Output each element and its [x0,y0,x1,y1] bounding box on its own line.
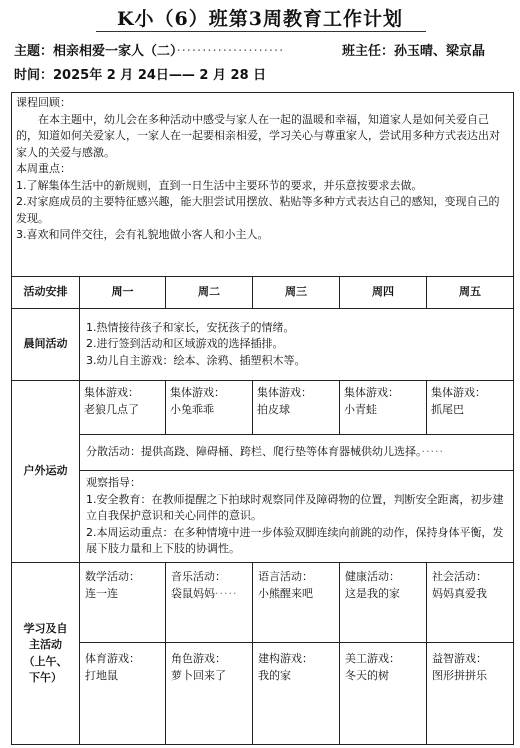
study-type: 数学活动： [85,570,140,583]
study-type: 建构游戏： [258,652,313,665]
game-name: 抓尾巴 [431,402,464,416]
title-underline [96,31,426,32]
study-name: 我的家 [258,668,291,682]
study-type: 语言活动： [258,570,313,583]
study-cell [427,643,514,745]
date-label: 时间： [14,68,54,83]
theme-dots: ····················· [176,44,285,59]
day-header: 周四 [340,277,427,309]
outdoor-label: 户外运动 [12,381,80,563]
morning-cell [80,309,514,381]
review-heading: 课程回顾： [16,96,71,109]
game-cell [253,381,340,435]
scattered-cell [80,435,514,471]
theme-value: 相亲相爱一家人（二） [53,44,177,59]
schedule-label: 活动安排 [12,277,80,309]
study-cell [80,643,166,745]
study-cell [340,563,427,643]
focus-heading: 本周重点： [16,162,71,175]
guide-heading: 观察指导： [86,476,141,490]
game-type: 集体游戏： [344,386,399,399]
guide-cell [80,471,514,563]
study-type: 益智游戏： [432,652,487,665]
review-cell [12,93,514,277]
day-header: 周一 [80,277,166,309]
morning-label: 晨间活动 [12,309,80,381]
study-name: 连一连 [85,586,118,600]
study-name: 冬天的树 [345,668,389,682]
teacher-line [342,40,485,59]
guide-item: 2.本周运动重点：在多种情境中进一步体验双脚连续向前跳的动作，保持身体平衡，发展下肢力量和上下肢的协调性。 [86,525,504,556]
game-cell [427,381,514,435]
game-cell [80,381,166,435]
study-name: 妈妈真爱我 [432,586,487,600]
morning-row [12,309,514,381]
game-name: 小青蛙 [344,402,377,416]
study-name: 图形拼拼乐 [432,668,487,682]
scattered-text: 分散活动：提供高跷、障碍桶、跨栏、爬行垫等体育器械供幼儿选择。 [86,445,422,459]
game-type: 集体游戏： [431,386,486,399]
guide-item: 1.安全教育：在教师提醒之下拍球时观察同伴及障碍物的位置，判断安全距离，初步建立自我保护意识和关心同伴的意识。 [86,492,504,523]
study-name: 打地鼠 [85,668,118,682]
study-cell [166,563,253,643]
outdoor-scattered-row [12,435,514,471]
focus-point: 1.了解集体生活中的新规则，直到一日生活中主要环节的要求，并乐意按要求去做。 [16,178,423,192]
game-name: 小兔乖乖 [170,402,214,416]
scattered-dots: ····· [421,445,444,459]
page-title: K小（6）班第3周教育工作计划 [117,8,403,30]
morning-item: 1.热情接待孩子和家长，安抚孩子的情绪。 [86,320,295,334]
game-cell [166,381,253,435]
study-cell [80,563,166,643]
study-name: 这是我的家 [345,586,400,600]
review-row [12,93,514,277]
review-text: 在本主题中，幼儿会在多种活动中感受与家人在一起的温暖和幸福，知道家人是如何关爱自己的，知道如何关爱家人，一家人在一起要相亲相爱，学习关心与尊重家人，尝试用多种方式表达出对家人的关爱与感激。 [16,112,500,159]
study-name: 小熊醒来吧 [258,586,313,600]
morning-item: 3.幼儿自主游戏：绘本、涂鸦、插塑积木等。 [86,353,306,367]
day-header: 周三 [253,277,340,309]
date-value: 2025年 2 月 24日—— 2 月 28 日 [53,68,267,83]
study-type: 社会活动： [432,570,487,583]
outdoor-guide-row [12,471,514,563]
study-row-1 [12,563,514,643]
study-row-2 [12,643,514,745]
focus-point: 3.喜欢和同伴交往，会有礼貌地做小客人和小主人。 [16,228,269,241]
morning-item: 2.进行签到活动和区域游戏的选择插排。 [86,337,284,351]
game-cell [340,381,427,435]
study-cell [253,563,340,643]
game-type: 集体游戏： [170,386,225,399]
study-label [12,563,80,745]
study-label-text: 学习及自主活动（上午、下午） [23,621,68,684]
game-type: 集体游戏： [257,386,312,399]
game-type: 集体游戏： [84,386,139,399]
day-header: 周五 [427,277,514,309]
study-type: 美工游戏： [345,652,400,665]
day-header: 周二 [166,277,253,309]
study-type: 体育游戏： [85,652,140,665]
plan-table [11,92,514,745]
study-cell [427,563,514,643]
theme-line [14,40,284,59]
study-type: 音乐活动： [171,570,226,583]
study-name: 袋鼠妈妈····· [171,586,238,600]
study-name: 萝卜回来了 [171,668,226,682]
study-cell [340,643,427,745]
theme-label: 主题： [14,44,54,59]
outdoor-games-row [12,381,514,435]
study-cell [253,643,340,745]
focus-point: 2.对家庭成员的主要特征感兴趣，能大胆尝试用摆放、粘贴等多种方式表达自己的感知，变现自己的发现。 [16,195,500,225]
date-line [14,64,266,83]
study-cell [166,643,253,745]
study-type: 角色游戏： [171,652,226,665]
study-type: 健康活动： [345,570,400,583]
game-name: 拍皮球 [257,402,290,416]
teacher-label: 班主任： [342,44,395,59]
schedule-header-row [12,277,514,309]
teacher-value: 孙玉晴、梁京晶 [394,44,486,59]
game-name: 老狼几点了 [84,402,139,416]
